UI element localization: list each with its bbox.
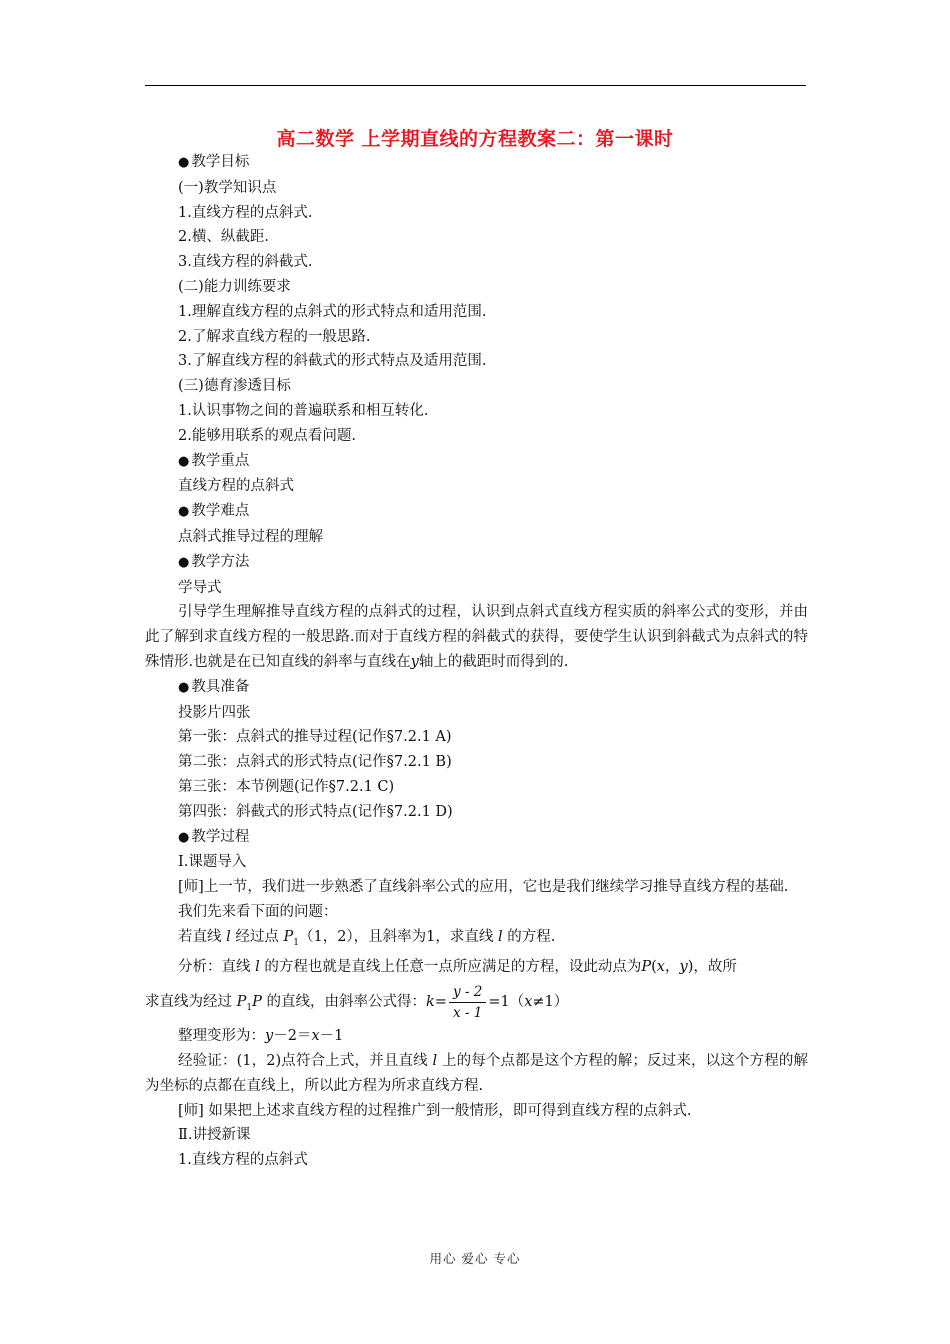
subsection-heading: (三)德育渗透目标	[178, 378, 291, 395]
text-line: 1.直线方程的点斜式.	[178, 204, 313, 221]
document-title: 高二数学 上学期直线的方程教案二：第一课时	[276, 128, 674, 150]
text-line: 第一张：点斜式的推导过程(记作§7.2.1 A)	[178, 729, 452, 746]
equation-line: 整理变形为：y－2＝x－1	[178, 1028, 344, 1045]
section-heading: ● 教学目标	[178, 154, 250, 170]
text-line: 第四张：斜截式的形式特点(记作§7.2.1 D)	[178, 803, 453, 820]
text-line: 学导式	[178, 579, 222, 596]
section-heading: ● 教学难点	[178, 503, 250, 520]
header-rule	[145, 85, 806, 86]
text-line: 2.能够用联系的观点看问题.	[178, 427, 356, 444]
text-line: 1.直线方程的点斜式	[178, 1152, 308, 1169]
text-line: 1.理解直线方程的点斜式的形式特点和适用范围.	[178, 303, 487, 320]
slope-formula-line: 求直线为经过 $P_1P$ 的直线，由斜率公式得：k= $\frac{y - 2}{x - 1}$ =1（x≠1）	[145, 983, 569, 1021]
text-line: 3.了解直线方程的斜截式的形式特点及适用范围.	[178, 353, 487, 370]
teacher-paragraph: [师]上一节，我们进一步熟悉了直线斜率公式的应用，它也是我们继续学习推导直线方程的基础.	[178, 879, 789, 896]
analysis-line: 分析：直线 l 的方程也就是直线上任意一点所应满足的方程，设此动点为P(x，y)，故所	[178, 959, 737, 976]
subsection-heading: Ⅰ.课题导入	[178, 854, 247, 871]
text-line: 直线方程的点斜式	[178, 478, 294, 495]
slope-fraction: $\frac{y - 2}{x - 1}$	[449, 982, 486, 1023]
subsection-heading: (二)能力训练要求	[178, 278, 291, 295]
text-line: 2.横、纵截距.	[178, 229, 269, 246]
problem-line: 若直线 l 经过点 $P_1(1$，2），且斜率为1，求直线 l 的方程.	[178, 928, 556, 948]
text-line: 1.认识事物之间的普遍联系和相互转化.	[178, 402, 429, 419]
section-heading: ● 教学过程	[178, 828, 250, 845]
text-line: 投影片四张	[178, 704, 251, 721]
section-heading: ● 教具准备	[178, 678, 250, 695]
text-line: 2.了解求直线方程的一般思路.	[178, 328, 371, 345]
page-footer: 用心 爱心 专心	[429, 1251, 521, 1266]
subsection-heading: Ⅱ.讲授新课	[178, 1127, 251, 1144]
text-line: 第二张：点斜式的形式特点(记作§7.2.1 B)	[178, 754, 452, 771]
text-line: 第三张：本节例题(记作§7.2.1 C)	[178, 778, 395, 795]
subsection-heading: (一)教学知识点	[178, 179, 277, 196]
text-line: 点斜式推导过程的理解	[178, 528, 323, 545]
document-body	[145, 150, 808, 1173]
section-heading: ● 教学方法	[178, 553, 250, 570]
text-line: [师] 如果把上述求直线方程的过程推广到一般情形，即可得到直线方程的点斜式.	[178, 1102, 692, 1119]
section-heading: ● 教学重点	[178, 452, 250, 469]
verification-paragraph: 经验证：(1，2)点符合上式，并且直线 l 上的每个点都是这个方程的解；反过来，以这个方程的解为坐标的点都在直线上，所以此方程为所求直线方程.	[145, 1052, 809, 1094]
text-line: 我们先来看下面的问题：	[178, 903, 338, 920]
text-line: 3.直线方程的斜截式.	[178, 254, 313, 271]
method-paragraph: 引导学生理解推导直线方程的点斜式的过程，认识到点斜式直线方程实质的斜率公式的变形，并由此了解到求直线方程的一般思路.而对于直线方程的斜截式的获得，要使学生认识到斜截式为点斜式的特殊情形.也就是在已知直线的斜率与直线在y轴上的截距时而得到的.	[145, 604, 808, 670]
